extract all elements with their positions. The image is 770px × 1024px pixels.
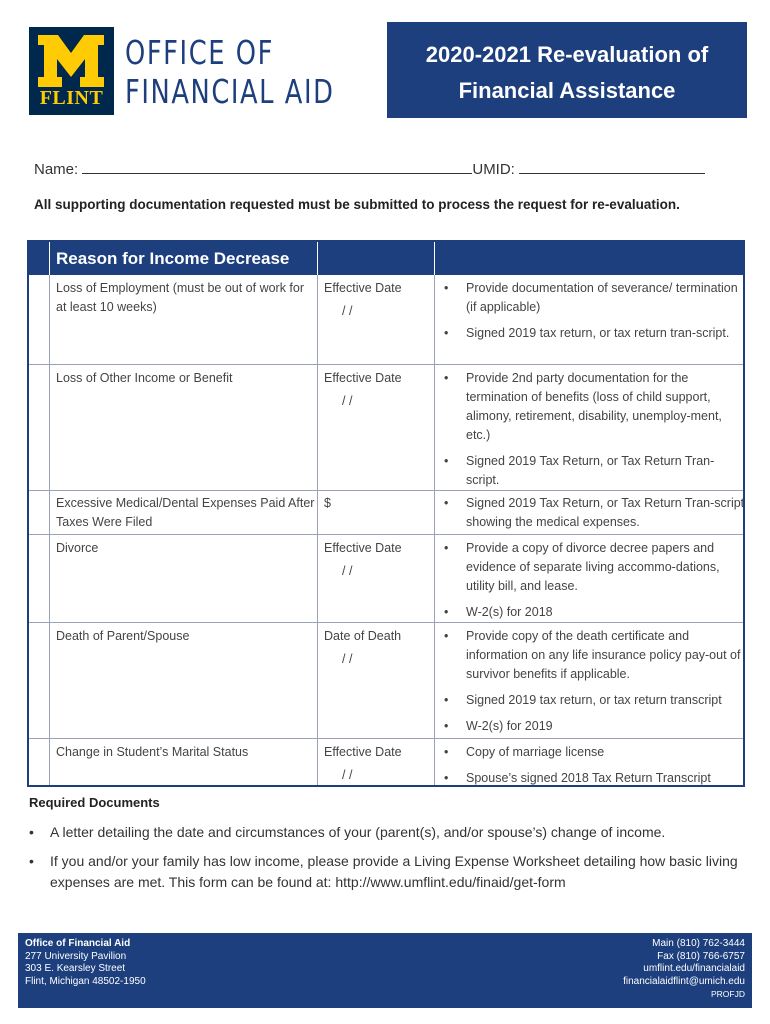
list-item: • Provide documentation of severance/ termination (if applicable) — [444, 281, 738, 314]
name-field[interactable] — [82, 158, 472, 174]
list-item: • Provide a copy of divorce decree papers and evidence of separate living accommo-dations, utility bill, and lease. — [444, 541, 720, 593]
date-field[interactable]: / / — [342, 564, 353, 578]
row-docs — [444, 369, 746, 497]
list-item: • W-2(s) for 2018 — [444, 605, 553, 619]
list-item: • Provide 2nd party documentation for the termination of benefits (loss of child support, alimony, retirement, disability, unemploy-ment, etc.) — [444, 371, 722, 442]
table-row — [29, 622, 743, 739]
list-item: • Copy of marriage license — [444, 745, 605, 759]
row-date-cell — [324, 369, 434, 411]
row-date-cell — [324, 279, 434, 321]
row-reason: Loss of Other Income or Benefit — [56, 371, 233, 385]
footer-address-line: 277 University Pavilion — [25, 950, 127, 962]
list-item: • A letter detailing the date and circumstances of your (parent(s), and/or spouse’s) change of income. — [29, 824, 666, 840]
form-title-line1: 2020-2021 Re-evaluation of — [425, 42, 709, 67]
office-title-line1: OFFICE OF — [125, 33, 274, 72]
header-divider — [49, 242, 50, 275]
required-documents-list — [29, 822, 749, 901]
date-field[interactable]: / / — [342, 652, 353, 666]
row-date-label: $ — [324, 496, 331, 510]
table-row — [29, 364, 743, 491]
row-reason: Loss of Employment (must be out of work for at least 10 weeks) — [56, 281, 305, 314]
name-label: Name: — [34, 161, 79, 178]
footer — [18, 933, 752, 1008]
row-reason: Excessive Medical/Dental Expenses Paid After Taxes Were Filed — [56, 496, 315, 529]
list-item: • If you and/or your family has low income, please provide a Living Expense Worksheet detailing how basic living expenses are met. This form can be found at: http://www.umflint.edu/finaid/get-form — [29, 853, 738, 890]
office-title-line2: FINANCIAL AID — [125, 72, 335, 111]
header-divider — [434, 242, 435, 275]
row-date-label: Effective Date — [324, 541, 402, 555]
list-item: • Provide copy of the death certificate and information on any life insurance policy pay-out of survivor benefits if applicable. — [444, 629, 741, 681]
list-item: • Signed 2019 tax return, or tax return tran-script. — [444, 326, 730, 340]
documentation-notice: All supporting documentation requested must be submitted to process the request for re-evaluation. — [34, 197, 680, 212]
row-reason: Death of Parent/Spouse — [56, 629, 190, 643]
row-date-cell — [324, 539, 434, 581]
footer-phone-main: Main (810) 762-3444 — [652, 938, 745, 949]
row-date-label: Effective Date — [324, 281, 402, 295]
footer-form-code: PROFJD — [711, 989, 745, 999]
table-header — [29, 242, 743, 275]
table-row — [29, 534, 743, 623]
row-amount-cell[interactable] — [324, 494, 434, 513]
row-date-label: Effective Date — [324, 371, 402, 385]
row-date-cell — [324, 743, 434, 785]
list-item: • Signed 2019 tax return, or tax return transcript — [444, 693, 722, 707]
row-docs — [444, 743, 746, 795]
row-docs — [444, 279, 746, 350]
income-decrease-table — [27, 240, 745, 787]
row-docs — [444, 494, 746, 539]
header-divider — [317, 242, 318, 275]
row-date-label: Effective Date — [324, 745, 402, 759]
footer-address — [25, 938, 146, 988]
table-row — [29, 490, 743, 535]
row-docs — [444, 539, 746, 629]
footer-website-link[interactable]: umflint.edu/financialaid — [643, 963, 745, 974]
logo-flint-text: FLINT — [39, 87, 104, 109]
footer-office-name: Office of Financial Aid — [25, 938, 131, 949]
footer-fax: Fax (810) 766-6757 — [657, 950, 745, 962]
university-logo — [29, 27, 114, 115]
footer-email-link[interactable]: financialaidflint@umich.edu — [623, 975, 745, 987]
umid-field[interactable] — [519, 158, 705, 174]
list-item: • Signed 2019 Tax Return, or Tax Return Tran-script showing the medical expenses. — [444, 496, 745, 529]
footer-address-line: Flint, Michigan 48502-1950 — [25, 975, 146, 987]
list-item: • Spouse’s signed 2018 Tax Return Transcript — [444, 771, 711, 785]
list-item: • W-2(s) for 2019 — [444, 719, 553, 733]
umid-label: UMID: — [472, 161, 515, 178]
table-row — [29, 738, 743, 786]
form-title-box — [387, 22, 747, 118]
list-item: • Signed 2019 Tax Return, or Tax Return Tran-script. — [444, 454, 715, 487]
row-reason: Divorce — [56, 541, 99, 555]
row-docs — [444, 627, 746, 743]
date-field[interactable]: / / — [342, 768, 353, 782]
table-row — [29, 275, 743, 364]
form-title-line2: Financial Assistance — [458, 78, 676, 103]
footer-address-line: 303 E. Kearsley Street — [25, 963, 126, 974]
date-field[interactable]: / / — [342, 304, 353, 318]
date-field[interactable]: / / — [342, 394, 353, 408]
row-reason: Change in Student’s Marital Status — [56, 745, 249, 759]
name-umid-line — [34, 158, 705, 178]
footer-contact — [623, 938, 745, 1001]
block-m-icon — [36, 35, 106, 87]
table-heading: Reason for Income Decrease — [56, 249, 290, 268]
required-documents-title: Required Documents — [29, 795, 160, 810]
row-date-label: Date of Death — [324, 629, 402, 643]
row-date-cell — [324, 627, 434, 669]
